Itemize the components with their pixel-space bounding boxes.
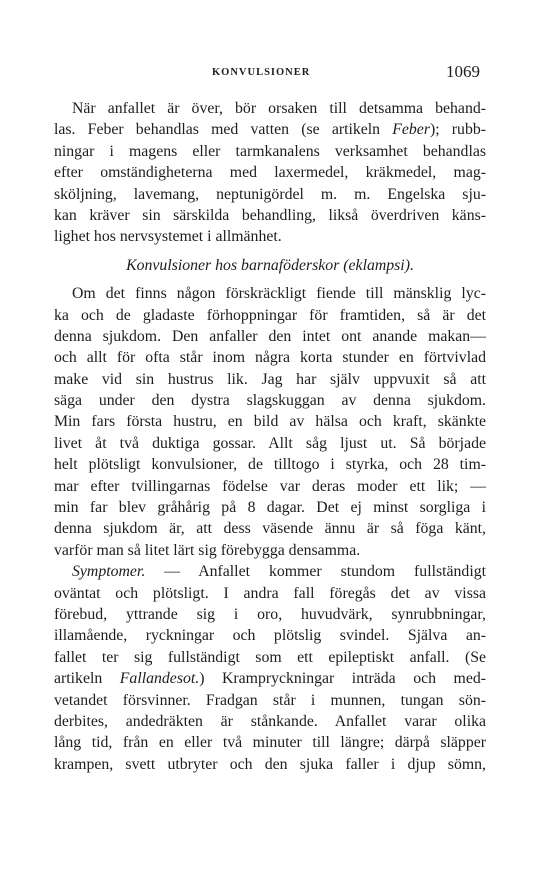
text-line: och allt för ofta står inom några korta stunder en förtvivlad — [54, 349, 486, 367]
text-line: Min fars första hustru, en bild av hälsa och kraft, skänkte — [54, 413, 486, 431]
text-line: ningar i magens eller tarmkanalens verksamhet behandlas — [54, 142, 486, 160]
page-header — [0, 62, 552, 86]
text-line: fallet ter sig fullständigt som ett epileptiskt anfall. (Se — [54, 648, 486, 666]
italic-reference: Feber — [392, 121, 430, 139]
text-line: förebud, yttrande sig i oro, huvudvärk, synrubbningar, — [54, 605, 486, 623]
text-line: sköljning, lavemang, neptunigördel m. m. Engelska sju- — [54, 185, 486, 203]
text-line: livet åt två duktiga gossar. Allt såg ljust ut. Så började — [54, 434, 486, 452]
text-line: vetandet försvinner. Fradgan står i munnen, tungan sön- — [54, 691, 486, 709]
text-segment: artikeln — [54, 670, 120, 688]
body-text — [54, 98, 486, 775]
text-line: varför man så litet lärt sig förebygga densamma. — [54, 541, 361, 559]
inline-subheading: Symptomer. — [72, 563, 146, 581]
text-line: lighet hos nervsystemet i allmänhet. — [54, 228, 282, 246]
text-line: illamående, ryckningar och plötslig svindel. Själva an- — [54, 627, 486, 645]
text-line — [54, 668, 486, 689]
text-segment: ); rubb- — [429, 121, 486, 139]
text-line: make vid sin hustrus lik. Jag har själv uppvuxit så att — [54, 370, 486, 388]
text-line: helt plötsligt konvulsioner, de tilltogo i styrka, och 28 tim- — [54, 456, 486, 474]
text-line — [54, 119, 486, 140]
text-line: lång tid, från en eller två minuter till längre; därpå släpper — [54, 734, 486, 752]
page-number: 1069 — [446, 62, 480, 81]
running-title: KONVULSIONER — [212, 67, 311, 78]
section-heading: Konvulsioner hos barnaföderskor (eklampsi). — [126, 256, 414, 274]
text-line: mar efter tvillingarnas födelse var deras moder ett lik; — — [54, 477, 486, 495]
italic-reference: Fallandesot. — [119, 670, 200, 688]
text-line: säga under den dystra slagskuggan av denna sjukdom. — [54, 392, 486, 410]
text-line: krampen, svett utbryter och den sjuka faller i djup sömn, — [54, 755, 486, 773]
text-line: När anfallet är över, bör orsaken till detsamma behand- — [72, 100, 486, 117]
text-line — [54, 561, 486, 582]
text-line: min far blev gråhårig på 8 dagar. Det ej minst sorgliga i — [54, 499, 486, 517]
text-segment: — Anfallet kommer stundom fullständigt — [145, 563, 486, 581]
paragraph-eclampsia — [54, 283, 486, 561]
text-line: Om det finns någon förskräckligt fiende till mänsklig lyc- — [72, 285, 486, 303]
text-line: denna sjukdom är, att dess väsende ännu är så föga känt, — [54, 520, 486, 538]
text-segment: ) Krampryckningar inträda och med- — [199, 670, 486, 688]
paragraph-symptoms — [54, 561, 486, 775]
text-segment: las. Feber behandlas med vatten (se artikeln — [54, 121, 393, 139]
text-line: efter omständigheterna med laxermedel, kräkmedel, mag- — [54, 164, 486, 182]
text-line: denna sjukdom. Den anfaller den intet ont anande makan— — [54, 327, 486, 345]
text-line: kan kräver sin särskilda behandling, likså överdriven käns- — [54, 206, 486, 224]
text-line: oväntat och plötsligt. I andra fall föregås det av vissa — [54, 584, 486, 602]
paragraph-treatment — [54, 98, 486, 248]
text-line: ka och de gladaste förhoppningar för framtiden, så är det — [54, 306, 486, 324]
text-line: derbites, andedräkten är stånkande. Anfallet varar olika — [54, 712, 486, 730]
